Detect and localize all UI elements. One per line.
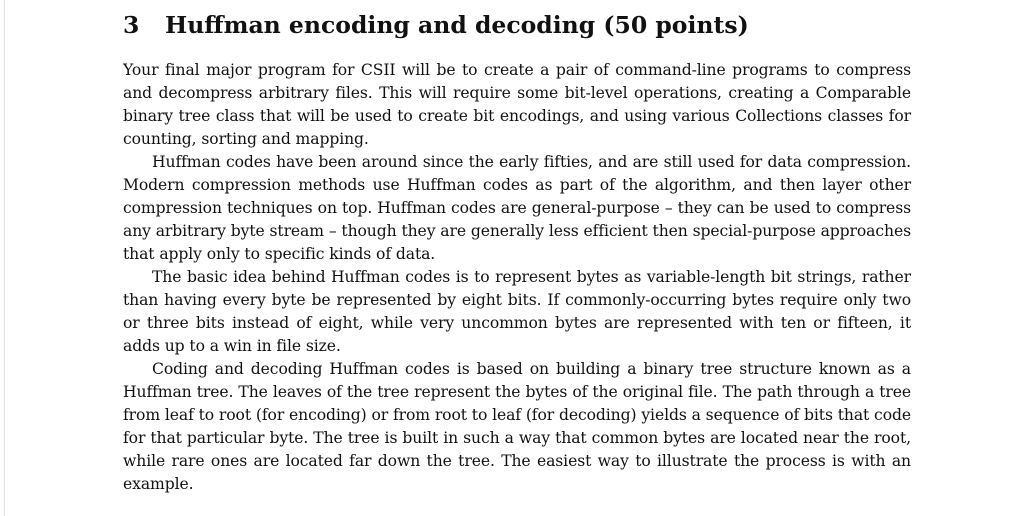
section-title: Huffman encoding and decoding (50 points) [165, 11, 749, 39]
section-body [123, 59, 911, 496]
section-heading [123, 8, 911, 42]
paragraph-huffman-tree: Coding and decoding Huffman codes is based on building a binary tree structure known as a Huffman tree. The leaves of the tree represent the bytes of the original file. The path through a tree from leaf to root (for encoding) or from root to leaf (for decoding) yields a sequence of bits that code for that particular byte. The tree is built in such a way that common bytes are located near the root, while rare ones are located far down the tree. The easiest way to illustrate the process is with an example. [123, 360, 911, 493]
paragraph-basic-idea: The basic idea behind Huffman codes is to represent bytes as variable-length bit strings, rather than having every byte be represented by eight bits. If commonly-occurring bytes require only two or three bits instead of eight, while very uncommon bytes are represented with ten or fifteen, it adds up to a win in file size. [123, 268, 911, 355]
page-edge-divider [4, 0, 5, 516]
document-page [123, 8, 911, 496]
paragraph-history: Huffman codes have been around since the early fifties, and are still used for data compression. Modern compression methods use Huffman codes as part of the algorithm, and then layer other compression techniques on top. Huffman codes are general-purpose – they can be used to compress any arbitrary byte stream – though they are generally less efficient then special-purpose approaches that apply only to specific kinds of data. [123, 153, 911, 263]
section-number: 3 [123, 11, 140, 39]
paragraph-intro: Your final major program for CSII will be to create a pair of command-line programs to compress and decompress arbitrary files. This will require some bit-level operations, creating a Comparable binary tree class that will be used to create bit encodings, and using various Collections classes for counting, sorting and mapping. [123, 61, 911, 148]
